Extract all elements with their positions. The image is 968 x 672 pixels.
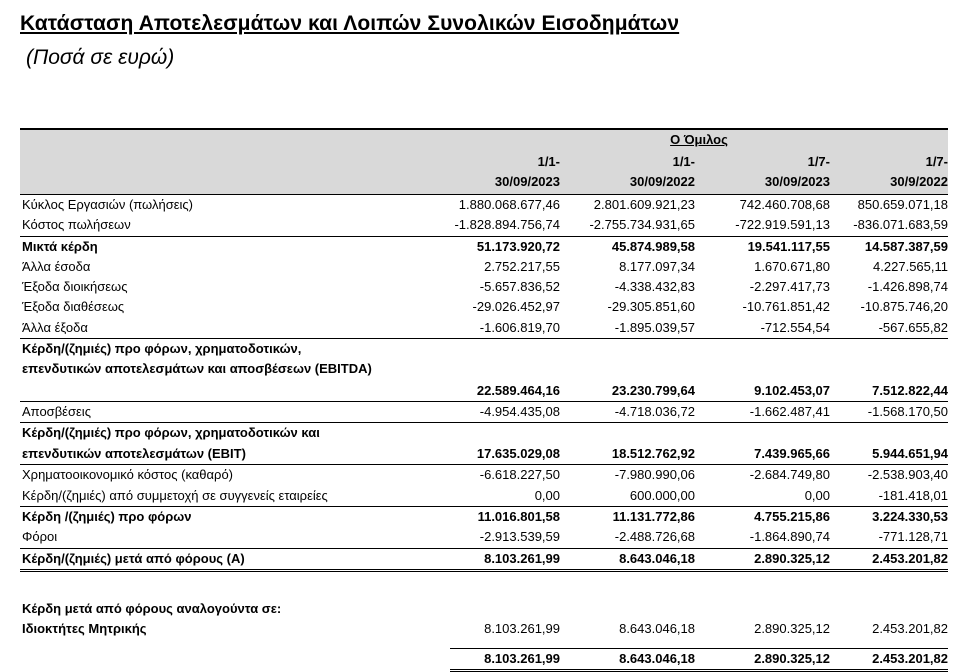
row-value: -1.606.819,70 <box>479 319 560 335</box>
row-label: Κέρδη/(ζημιές) μετά από φόρους (Α) <box>22 550 245 566</box>
table-row-subtotal <box>20 338 948 401</box>
row-value: 23.230.799,64 <box>611 382 695 398</box>
row-value: -10.761.851,42 <box>742 299 830 315</box>
row-value: 2.752.217,55 <box>484 258 560 274</box>
statement-title: Κατάσταση Αποτελεσμάτων και Λοιπών Συνολικών Εισοδημάτων <box>20 12 680 35</box>
column-header-date: 30/9/2022 <box>890 174 948 189</box>
row-label: Κέρδη/(ζημιές) από συμμετοχή σε συγγενείς εταιρείες <box>22 487 328 503</box>
row-value: 5.944.651,94 <box>872 446 948 462</box>
row-value: -1.426.898,74 <box>867 279 948 295</box>
row-value: -6.618.227,50 <box>479 467 560 483</box>
row-label: Φόροι <box>22 529 58 545</box>
row-value: 2.453.201,82 <box>872 621 948 637</box>
total-value: 8.643.046,18 <box>619 651 695 666</box>
row-value: -2.684.749,80 <box>749 467 830 483</box>
row-value: -1.895.039,57 <box>614 319 695 335</box>
spacer <box>20 572 948 599</box>
row-label: Μικτά κέρδη <box>22 238 98 254</box>
row-label: Άλλα έσοδα <box>22 258 91 274</box>
row-value: 0,00 <box>804 487 830 503</box>
table-row <box>20 401 948 422</box>
row-value: -771.128,71 <box>878 529 948 545</box>
row-value: 17.635.029,08 <box>476 446 560 462</box>
row-value: -2.538.903,40 <box>867 467 948 483</box>
column-header-date: 30/09/2023 <box>764 174 830 189</box>
row-label: Κέρδη/(ζημιές) προ φόρων, χρηματοδοτικών και επενδυτικών αποτελεσμάτων (EBIT) <box>22 425 320 461</box>
row-label: Έξοδα διοικήσεως <box>22 279 128 295</box>
row-label: Έξοδα διαθέσεως <box>22 299 125 315</box>
row-value: 14.587.387,59 <box>864 238 948 254</box>
row-value: 600.000,00 <box>629 487 695 503</box>
row-value: 8.103.261,99 <box>484 550 560 566</box>
group-header: Ο Όμιλος <box>670 132 728 147</box>
attribution-heading: Κέρδη μετά από φόρους αναλογούντα σε: <box>22 600 282 616</box>
row-value: 45.874.989,58 <box>611 238 695 254</box>
row-value: 22.589.464,16 <box>476 382 560 398</box>
row-value: -2.755.734.931,65 <box>589 217 695 233</box>
row-value: -29.026.452,97 <box>472 299 560 315</box>
row-value: -5.657.836,52 <box>479 279 560 295</box>
table-row-subtotal <box>20 422 948 464</box>
row-value: -712.554,54 <box>760 319 830 335</box>
row-value: -2.913.539,59 <box>479 529 560 545</box>
row-label: Χρηματοοικονομικό κόστος (καθαρό) <box>22 467 234 483</box>
table-row <box>20 257 948 277</box>
row-value: 2.890.325,12 <box>754 550 830 566</box>
row-value: 51.173.920,72 <box>476 238 560 254</box>
row-label: Κόστος πωλήσεων <box>22 217 131 233</box>
table-row <box>20 297 948 317</box>
grand-total-row <box>450 648 948 672</box>
column-header-period: 1/1- <box>537 154 560 169</box>
table-row <box>20 486 948 506</box>
column-header <box>430 152 560 192</box>
row-label: Αποσβέσεις <box>22 404 91 420</box>
table-row-subtotal <box>20 506 948 527</box>
table-header <box>20 128 948 195</box>
row-value: -1.568.170,50 <box>867 404 948 420</box>
table-row-total <box>20 548 948 572</box>
income-statement-table <box>20 128 948 639</box>
row-value: -4.338.432,83 <box>614 279 695 295</box>
row-label: Ιδιοκτήτες Μητρικής <box>22 621 147 637</box>
table-row <box>20 318 948 338</box>
table-row <box>20 527 948 547</box>
row-label: Κύκλος Εργασιών (πωλήσεις) <box>22 197 193 212</box>
table-row <box>20 464 948 485</box>
row-value: 3.224.330,53 <box>872 508 948 524</box>
row-label: Κέρδη/(ζημιές) προ φόρων, χρηματοδοτικών, επενδυτικών αποτελεσμάτων και αποσβέσεων (EBITDA) <box>22 341 372 377</box>
row-value: 7.512.822,44 <box>872 382 948 398</box>
row-value: -1.864.890,74 <box>749 529 830 545</box>
total-value: 8.103.261,99 <box>484 651 560 666</box>
column-header <box>700 152 830 192</box>
row-value: -7.980.990,06 <box>614 467 695 483</box>
row-value: 8.103.261,99 <box>484 621 560 637</box>
row-value: 1.880.068.677,46 <box>458 197 560 212</box>
row-value: 18.512.762,92 <box>611 446 695 462</box>
row-value: -836.071.683,59 <box>853 217 948 233</box>
row-label: Άλλα έξοδα <box>22 319 88 335</box>
row-value: 1.670.671,80 <box>754 258 830 274</box>
row-value: -181.418,01 <box>878 487 948 503</box>
row-value: 2.453.201,82 <box>872 550 948 566</box>
row-value: -4.718.036,72 <box>614 404 695 420</box>
column-header-date: 30/09/2022 <box>629 174 695 189</box>
row-value: 2.890.325,12 <box>754 621 830 637</box>
row-value: 11.016.801,58 <box>477 508 560 524</box>
row-value: 8.177.097,34 <box>619 258 695 274</box>
row-value: -4.954.435,08 <box>479 404 560 420</box>
row-value: 4.755.215,86 <box>754 508 830 524</box>
row-value: -1.662.487,41 <box>749 404 830 420</box>
column-header <box>565 152 695 192</box>
table-row <box>20 195 948 215</box>
row-value: 11.131.772,86 <box>612 508 695 524</box>
table-row-subtotal <box>20 236 948 257</box>
row-value: 2.801.609.921,23 <box>593 197 695 212</box>
statement-subtitle: (Ποσά σε ευρώ) <box>26 46 175 69</box>
row-value: -1.828.894.756,74 <box>454 217 560 233</box>
column-header-period: 1/1- <box>672 154 695 169</box>
row-value: -29.305.851,60 <box>607 299 695 315</box>
total-value: 2.453.201,82 <box>872 651 948 666</box>
row-value: -567.655,82 <box>878 319 948 335</box>
row-value: 4.227.565,11 <box>873 258 948 274</box>
column-header-period: 1/7- <box>807 154 830 169</box>
row-value: 19.541.117,55 <box>747 238 830 254</box>
row-value: -2.297.417,73 <box>749 279 830 295</box>
row-value: 850.659.071,18 <box>857 197 948 212</box>
column-header <box>818 152 948 192</box>
row-value: 7.439.965,66 <box>754 446 830 462</box>
total-value: 2.890.325,12 <box>754 651 830 666</box>
row-label: Κέρδη /(ζημιές) προ φόρων <box>22 508 192 524</box>
row-value: 9.102.453,07 <box>754 382 830 398</box>
row-value: -2.488.726,68 <box>614 529 695 545</box>
column-header-date: 30/09/2023 <box>494 174 560 189</box>
table-row <box>20 277 948 297</box>
row-value: -722.919.591,13 <box>735 217 830 233</box>
table-row <box>20 215 948 235</box>
attribution-heading-row <box>20 599 948 619</box>
row-value: -10.875.746,20 <box>860 299 948 315</box>
row-value: 0,00 <box>534 487 560 503</box>
row-value: 8.643.046,18 <box>619 621 695 637</box>
row-value: 8.643.046,18 <box>619 550 695 566</box>
column-header-period: 1/7- <box>925 154 948 169</box>
row-value: 742.460.708,68 <box>739 197 830 212</box>
attribution-row <box>20 619 948 639</box>
